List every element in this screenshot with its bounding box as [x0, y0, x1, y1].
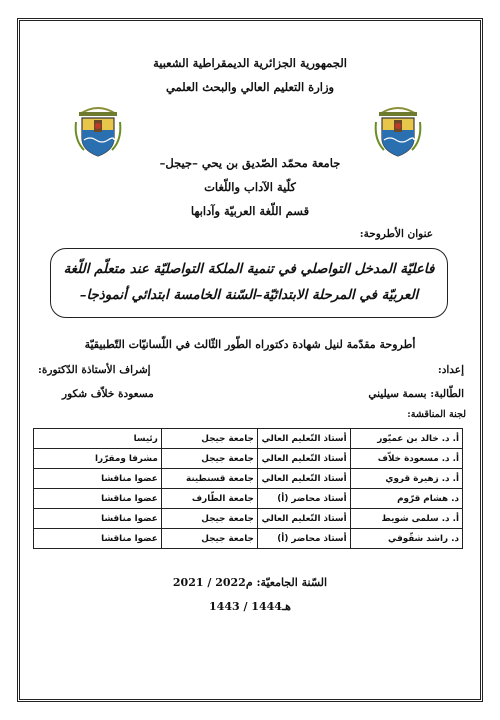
thesis-title-label: عنوان الأطروحة:: [359, 228, 433, 240]
table-row: [34, 469, 463, 489]
member-university: جامعة جيجل: [161, 429, 257, 449]
member-role: عضوا مناقشا: [34, 489, 162, 509]
ministry-name: وزارة التعليم العالي والبحث العلمي: [165, 80, 335, 94]
member-university: جامعة جيجل: [161, 449, 257, 469]
member-role: عضوا مناقشا: [34, 509, 162, 529]
member-rank: أستاذ التّعليم العالي: [257, 429, 350, 449]
student-name: الطّالبة: بسمة سيليني: [368, 388, 464, 400]
academic-year: [150, 576, 350, 589]
member-rank: أستاذ التّعليم العالي: [257, 449, 350, 469]
republic-name: الجمهورية الجزائرية الديمقراطية الشعبية: [153, 56, 347, 70]
academic-year-gregorian: 2021 / 2022م: [172, 576, 253, 589]
member-university: جامعة جيجل: [161, 529, 257, 549]
member-role: مشرفا ومقرّرا: [34, 449, 162, 469]
committee-table: [33, 428, 463, 549]
member-role: رئيسا: [34, 429, 162, 449]
member-university: جامعة جيجل: [161, 509, 257, 529]
member-name: د. راشد شقّوفي: [350, 529, 462, 549]
prepared-label: إعداد:: [437, 364, 464, 376]
member-university: جامعة قسنطينة: [161, 469, 257, 489]
member-role: عضوا مناقشا: [34, 529, 162, 549]
thesis-title-box: [50, 248, 448, 318]
university-name: جامعة محمّد الصّديق بن يحي –جيجل–: [159, 156, 341, 170]
department-name: قسم اللّغة العربيّة وآدابها: [190, 204, 310, 218]
member-rank: أستاذ التّعليم العالي: [257, 469, 350, 489]
supervisor-name: مسعودة خلاّف شكور: [62, 388, 154, 400]
university-emblem-left-icon: [74, 100, 122, 158]
member-name: أ. د. مسعودة خلاّف: [350, 449, 462, 469]
table-row: [34, 429, 463, 449]
member-rank: أستاذ التّعليم العالي: [257, 509, 350, 529]
table-row: [34, 509, 463, 529]
university-emblem-right-icon: [374, 100, 422, 158]
member-name: أ. د. سلمى شويط: [350, 509, 462, 529]
member-rank: أستاذ محاضر (أ): [257, 489, 350, 509]
table-row: [34, 529, 463, 549]
committee-label: لجنة المناقشة:: [407, 409, 466, 420]
thesis-title-line-1: فاعليّة المدخل التواصلي في تنمية الملكة التواصليّة عند متعلّم اللّغة: [63, 261, 435, 277]
academic-year-label: السّنة الجامعيّة:: [256, 576, 328, 589]
thesis-subtitle: أطروحة مقدّمة لنيل شهادة دكتوراه الطّور الثّالث في اللّسانيّات التّطبيقيّة: [84, 338, 416, 351]
member-name: د. هشام قرّوم: [350, 489, 462, 509]
member-university: جامعة الطّارف: [161, 489, 257, 509]
member-name: أ. د. خالد بن عميّور: [350, 429, 462, 449]
table-row: [34, 449, 463, 469]
supervision-label: إشراف الأستاذة الدّكتورة:: [38, 364, 151, 376]
member-role: عضوا مناقشا: [34, 469, 162, 489]
member-name: أ. د. زهيرة قروي: [350, 469, 462, 489]
thesis-title-line-2: العربيّة في المرحلة الابتدائيّة–السّنة الخامسة ابتدائي أنموذجا–: [79, 287, 419, 303]
member-rank: أستاذ محاضر (أ): [257, 529, 350, 549]
faculty-name: كلّية الآداب واللّغات: [204, 180, 296, 194]
table-row: [34, 489, 463, 509]
academic-year-hijri: 1443 / 1444هـ: [209, 600, 291, 613]
